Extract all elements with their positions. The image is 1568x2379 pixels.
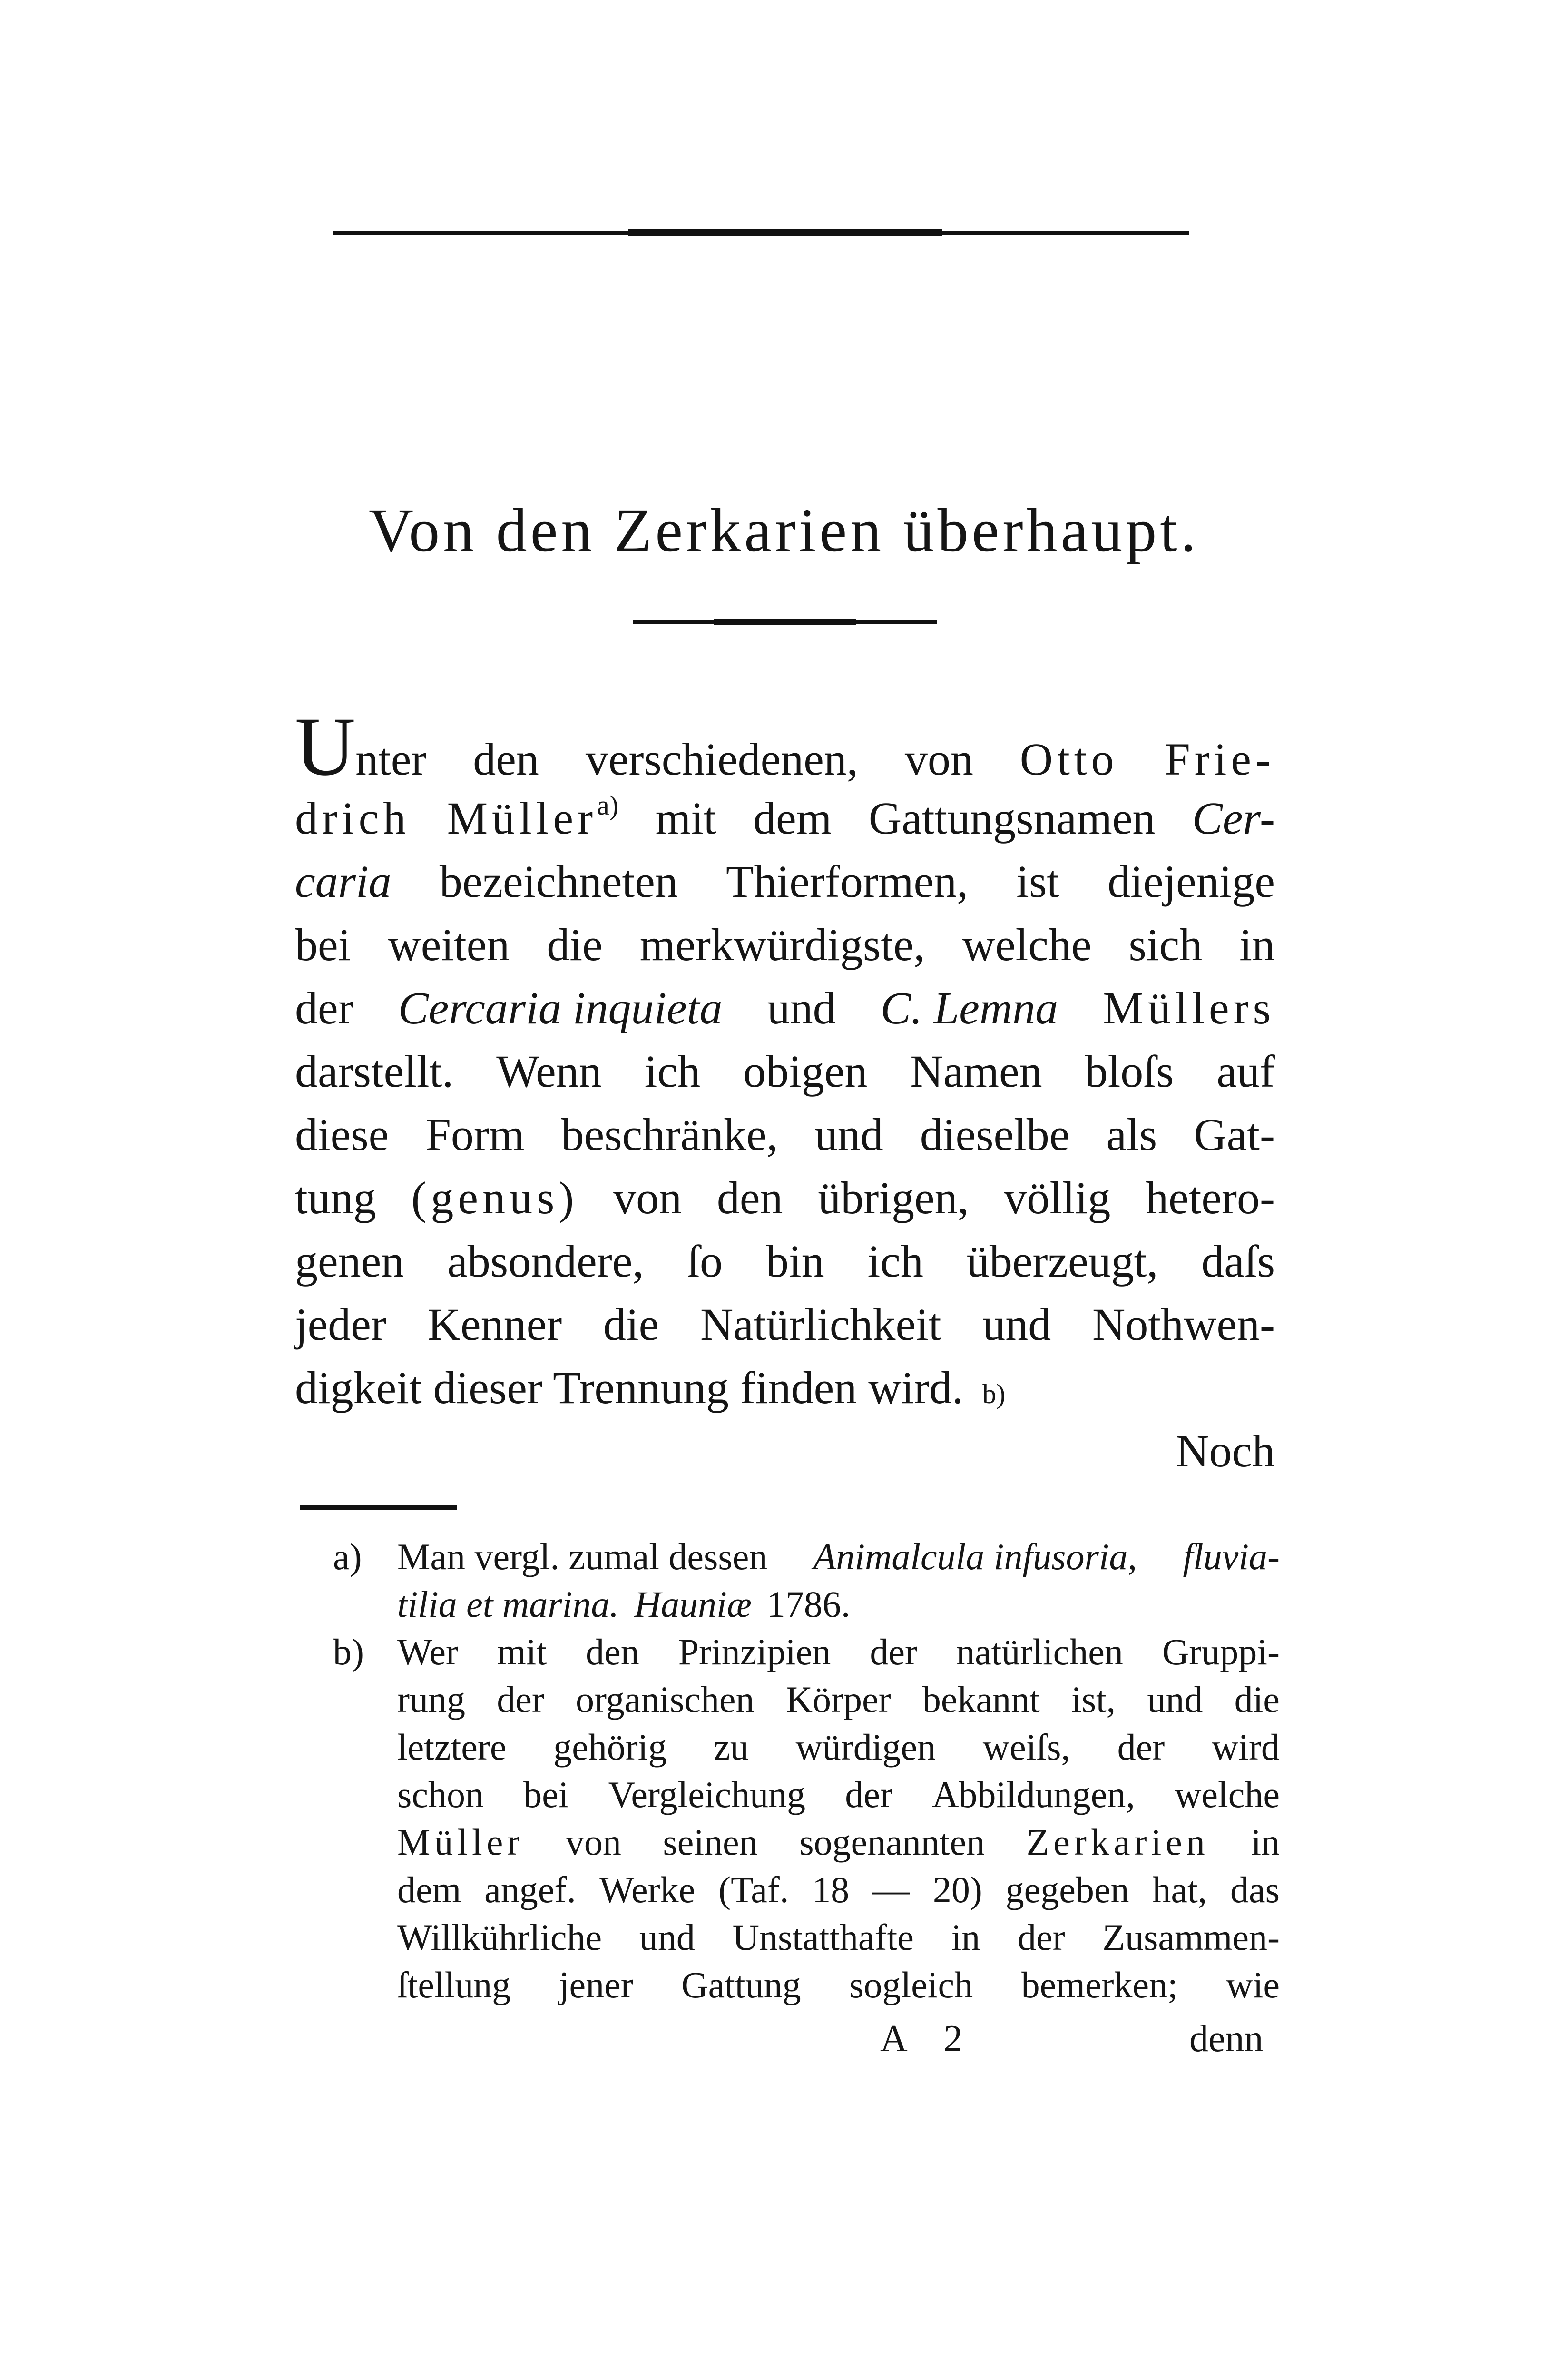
text-line	[295, 786, 1275, 850]
footnote-catchword: denn	[1189, 2018, 1264, 2060]
word: der	[295, 983, 353, 1033]
word: Cer-	[1192, 793, 1275, 844]
cited-title: tilia et marina.	[397, 1583, 619, 1625]
word: merkwürdigste,	[639, 919, 925, 970]
word: Zusammen-	[1102, 1917, 1280, 1958]
word: dieselbe	[920, 1109, 1070, 1160]
footnote-a-line	[333, 1533, 1280, 1581]
word: überzeugt,	[966, 1236, 1158, 1287]
word: Müller	[447, 793, 598, 844]
word: als	[1106, 1109, 1157, 1160]
word: welche	[1175, 1774, 1280, 1815]
text-line	[295, 913, 1275, 976]
word: Frie-	[1165, 734, 1275, 785]
word: und	[814, 1109, 883, 1160]
word: natürlichen	[956, 1631, 1123, 1672]
word: gegeben	[1005, 1869, 1129, 1910]
word: bin	[765, 1236, 824, 1287]
footnote-b-line	[397, 1771, 1280, 1819]
word: die	[547, 919, 603, 970]
word: die	[1234, 1679, 1280, 1720]
text-line: digkeit dieser Trennung finden wird. b)	[295, 1356, 1275, 1419]
word: nter	[355, 734, 427, 785]
footnote-b-line	[397, 1914, 1280, 1961]
text-line	[295, 1166, 1275, 1229]
word: schon	[397, 1774, 484, 1815]
cited-place: Hauniæ	[634, 1583, 752, 1625]
word: Körper	[785, 1679, 891, 1720]
word: beschränke,	[561, 1109, 778, 1160]
word: Müllers	[1103, 983, 1275, 1033]
word: den	[586, 1631, 639, 1672]
word: bemerken;	[1021, 1964, 1178, 2005]
word: Nothwen-	[1092, 1299, 1275, 1350]
word: Kenner	[427, 1299, 562, 1350]
word: der	[845, 1774, 892, 1815]
word: jeder	[295, 1299, 386, 1350]
chapter-title: Von den Zerkarien überhaupt.	[369, 496, 1199, 565]
word: auf	[1216, 1046, 1275, 1097]
word: bekannt	[922, 1679, 1040, 1720]
word: dem	[397, 1869, 461, 1910]
word: rung	[397, 1679, 465, 1720]
text-line	[295, 1103, 1275, 1166]
word: drich	[295, 793, 411, 844]
word: angef.	[484, 1869, 576, 1910]
word: Namen	[910, 1046, 1042, 1097]
text-line	[295, 976, 1275, 1040]
word: weiten	[388, 919, 510, 970]
footnote-mark-a: a)	[597, 790, 619, 821]
word: letztere	[397, 1726, 507, 1768]
word: von	[904, 734, 973, 785]
word: bezeichneten	[439, 856, 678, 907]
word: dem	[753, 793, 832, 844]
signature-mark: A 2	[880, 2018, 977, 2060]
cited-title: fluvia-	[1183, 1536, 1280, 1577]
drop-cap: U	[295, 700, 356, 793]
word: gehörig	[553, 1726, 667, 1768]
word: jener	[559, 1964, 633, 2005]
footnote-a-line	[397, 1581, 1280, 1628]
word: Natürlichkeit	[700, 1299, 941, 1350]
word: Unstatthafte	[732, 1917, 914, 1958]
footnote-cited-title	[813, 1533, 1137, 1581]
word: von	[613, 1172, 682, 1223]
word: ist,	[1071, 1679, 1116, 1720]
word: und	[767, 983, 836, 1033]
word-with-note	[447, 786, 618, 850]
word: obigen	[743, 1046, 868, 1097]
first-word	[295, 700, 427, 793]
top-rule-swell	[628, 229, 942, 236]
word: Otto	[1019, 734, 1118, 785]
word: übrigen,	[818, 1172, 969, 1223]
text-line	[295, 850, 1275, 913]
word: verschiedenen,	[585, 734, 858, 785]
word: absondere,	[447, 1236, 644, 1287]
word: bei	[295, 919, 351, 970]
word: der	[870, 1631, 918, 1672]
footnote-a-lead	[333, 1533, 767, 1581]
word: von	[565, 1821, 621, 1863]
word: in	[951, 1917, 980, 1958]
word: Form	[425, 1109, 525, 1160]
word: 20)	[932, 1869, 982, 1910]
word: der	[1117, 1726, 1165, 1768]
word: darstellt.	[295, 1046, 454, 1097]
word: der	[497, 1679, 544, 1720]
footnote-b-line	[397, 1961, 1280, 2009]
word: und	[639, 1917, 695, 1958]
word: ich	[867, 1236, 923, 1287]
word: diejenige	[1107, 856, 1275, 907]
word: 18	[812, 1869, 850, 1910]
word: Zerkarien	[1026, 1821, 1209, 1863]
word: Vergleichung	[608, 1774, 806, 1815]
word: und	[1147, 1679, 1203, 1720]
word: Werke	[599, 1869, 696, 1910]
word: die	[603, 1299, 659, 1350]
word: in	[1239, 919, 1275, 970]
footnote-a-marker: a)	[333, 1536, 362, 1577]
text-line	[295, 1419, 1275, 1483]
word: Gruppi-	[1162, 1631, 1280, 1672]
catchword: Noch	[1176, 1425, 1275, 1476]
title-rule-swell	[714, 619, 856, 625]
footnote-rule	[300, 1505, 457, 1510]
text-line	[295, 700, 1275, 793]
word: Wer	[397, 1631, 458, 1672]
word: Müller	[397, 1821, 524, 1863]
word: sogleich	[849, 1964, 973, 2005]
word: (Taf.	[718, 1869, 789, 1910]
word: mit	[497, 1631, 547, 1672]
word: Gat-	[1194, 1109, 1275, 1160]
body-text	[295, 700, 1275, 1483]
word: weiſs,	[982, 1726, 1070, 1768]
word: Willkührliche	[397, 1917, 602, 1958]
word: welche	[962, 919, 1092, 970]
word: den	[473, 734, 539, 785]
word: in	[1251, 1821, 1280, 1863]
punctuation: ,	[1127, 1536, 1137, 1577]
species-name: Cercaria inquieta	[398, 983, 723, 1033]
cited-year: 1786.	[766, 1583, 851, 1625]
line-text: digkeit dieser Trennung finden wird.	[295, 1362, 964, 1413]
footnote-b-line	[397, 1819, 1280, 1866]
footnote-b-line	[397, 1866, 1280, 1914]
word: den	[716, 1172, 783, 1223]
word: Thierformen,	[725, 856, 969, 907]
word: genen	[295, 1236, 404, 1287]
word: —	[872, 1869, 910, 1910]
text-line	[295, 1040, 1275, 1103]
word: Prinzipien	[678, 1631, 831, 1672]
word: hat,	[1152, 1869, 1207, 1910]
word: und	[982, 1299, 1051, 1350]
cited-title: Animalcula infusoria	[813, 1536, 1128, 1577]
word: Abbildungen,	[932, 1774, 1135, 1815]
word: daſs	[1201, 1236, 1275, 1287]
word: wie	[1226, 1964, 1280, 2005]
word: würdigen	[795, 1726, 936, 1768]
word: caria	[295, 856, 392, 907]
word: zu	[714, 1726, 749, 1768]
footnote-b-line	[333, 1628, 1280, 1676]
word: mit	[655, 793, 716, 844]
word: tung	[295, 1172, 376, 1223]
word: bloſs	[1085, 1046, 1174, 1097]
word: ist	[1016, 856, 1059, 907]
word: der	[1018, 1917, 1065, 1958]
word: ich	[644, 1046, 701, 1097]
word: Gattungsnamen	[868, 793, 1156, 844]
word: organischen	[576, 1679, 755, 1720]
text-line	[295, 1229, 1275, 1293]
word: Gattung	[681, 1964, 801, 2005]
text-line	[295, 1293, 1275, 1356]
word: wird	[1211, 1726, 1280, 1768]
word: das	[1230, 1869, 1280, 1910]
word: seinen	[663, 1821, 758, 1863]
species-name: C. Lemna	[880, 983, 1058, 1033]
word: ſo	[687, 1236, 723, 1287]
word: hetero-	[1146, 1172, 1275, 1223]
footnote-b-lead	[333, 1628, 458, 1676]
word: diese	[295, 1109, 389, 1160]
word: bei	[523, 1774, 569, 1815]
word: sogenannten	[799, 1821, 985, 1863]
footnotes	[333, 1533, 1280, 2009]
footnote-b-marker: b)	[333, 1631, 364, 1672]
footnote-text: Man vergl. zumal dessen	[397, 1536, 768, 1577]
word: sich	[1128, 919, 1203, 970]
footnote-b-line	[397, 1723, 1280, 1771]
word: (genus)	[411, 1172, 578, 1223]
footnote-b-line	[397, 1676, 1280, 1723]
word: ſtellung	[397, 1964, 511, 2005]
word: Wenn	[496, 1046, 602, 1097]
word: völlig	[1004, 1172, 1111, 1223]
